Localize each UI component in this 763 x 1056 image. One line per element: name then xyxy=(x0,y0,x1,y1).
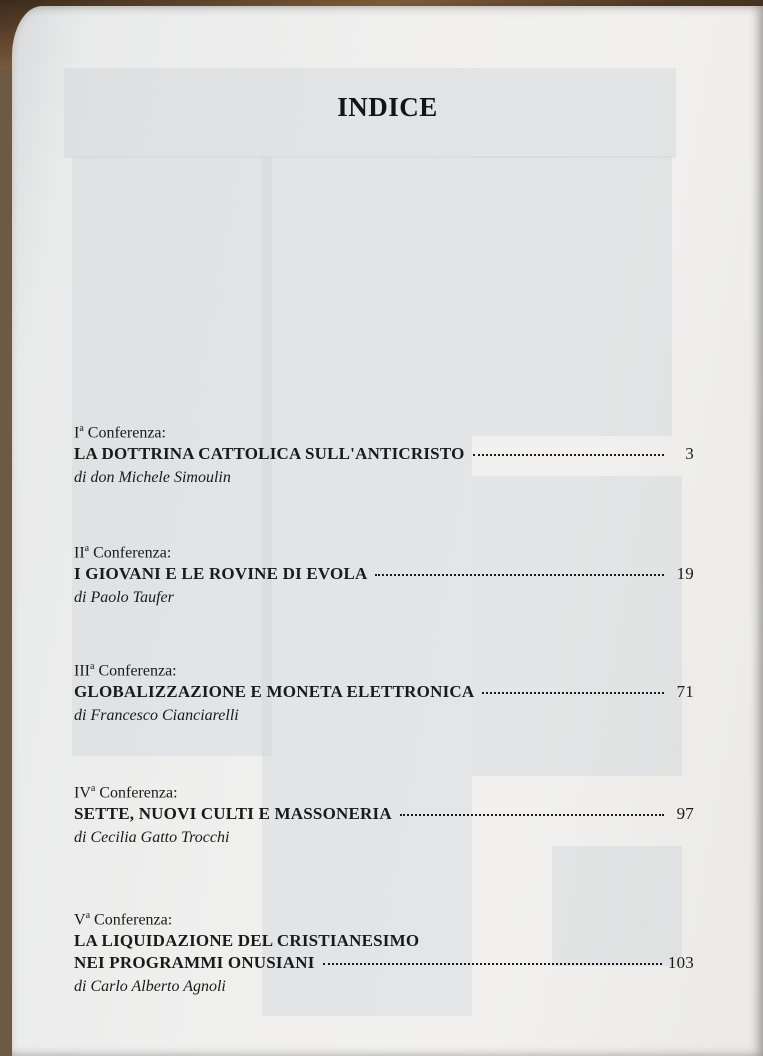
toc-title-line[interactable] xyxy=(74,803,694,825)
conference-label: $II^a$ Conferenza: xyxy=(74,543,172,562)
page-number: 3 xyxy=(685,444,694,464)
conference-title: GLOBALIZZAZIONE E MONETA ELETTRONICA xyxy=(74,682,475,702)
book-page xyxy=(12,6,763,1056)
dot-leader xyxy=(482,690,664,694)
toc-entry xyxy=(74,539,694,609)
conference-label: III$^a$ Conferenza: xyxy=(74,661,177,680)
toc-title-line[interactable] xyxy=(74,443,694,465)
toc-entry xyxy=(74,657,694,727)
toc-title-line[interactable] xyxy=(74,681,694,703)
conference-title: I GIOVANI E LE ROVINE DI EVOLA xyxy=(74,564,368,584)
show-through-image-1 xyxy=(472,156,672,436)
dot-leader xyxy=(323,961,662,965)
index-title: INDICE xyxy=(337,92,438,122)
toc-entry xyxy=(74,779,694,849)
conference-title: LA LIQUIDAZIONE DEL CRISTIANESIMO xyxy=(74,931,420,951)
dot-leader xyxy=(473,452,665,456)
conference-title: LA DOTTRINA CATTOLICA SULL'ANTICRISTO xyxy=(74,444,465,464)
conference-title-continued: NEI PROGRAMMI ONUSIANI xyxy=(74,953,315,973)
author-name: di Cecilia Gatto Trocchi xyxy=(74,829,230,847)
page-number: 71 xyxy=(676,682,694,702)
conference-label: $I^a$ Conferenza: xyxy=(74,423,166,442)
author-name: di Carlo Alberto Agnoli xyxy=(74,978,226,996)
toc-title-line[interactable] xyxy=(74,930,694,952)
conference-label: $V^a$ Conferenza: xyxy=(74,910,173,929)
toc-title-line[interactable] xyxy=(74,952,694,974)
dot-leader xyxy=(400,812,664,816)
page-number: 97 xyxy=(676,804,694,824)
author-name: di Paolo Taufer xyxy=(74,589,174,607)
show-through-image-2 xyxy=(472,476,682,776)
dot-leader xyxy=(375,572,664,576)
toc-entry xyxy=(74,906,694,998)
author-name: di don Michele Simoulin xyxy=(74,469,231,487)
toc-title-line[interactable] xyxy=(74,563,694,585)
toc-entry xyxy=(74,419,694,489)
author-name: di Francesco Cianciarelli xyxy=(74,707,239,725)
conference-title: SETTE, NUOVI CULTI E MASSONERIA xyxy=(74,804,392,824)
page-number: 19 xyxy=(676,564,694,584)
page-number: 103 xyxy=(667,953,694,973)
conference-label: $IV^a$ Conferenza: xyxy=(74,783,178,802)
